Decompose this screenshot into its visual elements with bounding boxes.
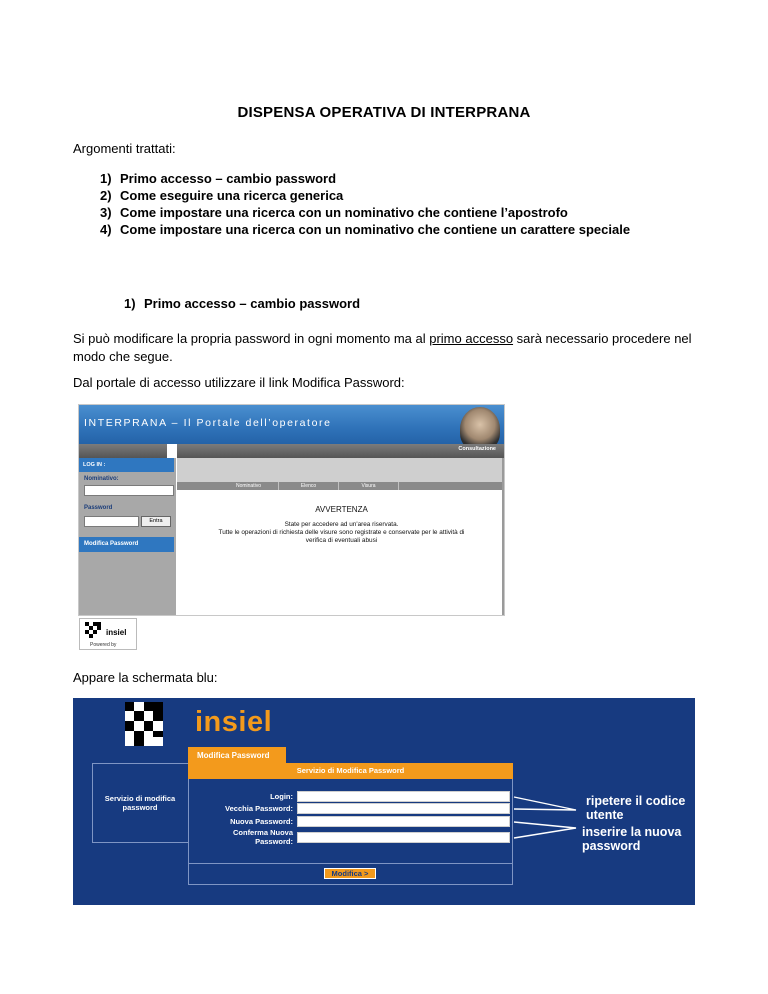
- warning-line: Tutte le operazioni di richiesta delle visure sono registrate e conservate per le attività di: [218, 529, 465, 536]
- menu-item-elenco[interactable]: Elenco: [279, 482, 339, 490]
- insiel-screenshot: [73, 698, 695, 905]
- nominativo-label: Nominativo:: [84, 476, 119, 482]
- warning-title: AVVERTENZA: [315, 505, 368, 514]
- document-title: DISPENSA OPERATIVA DI INTERPRANA: [237, 104, 531, 121]
- list-item: 4) Come impostare una ricerca con un nominativo che contiene un carattere speciale: [100, 222, 631, 237]
- password-input[interactable]: [84, 516, 139, 527]
- new-password-label: Nuova Password:: [230, 817, 293, 826]
- brand-name: insiel: [195, 706, 273, 738]
- entra-button[interactable]: Entra: [141, 516, 171, 527]
- note-new-password: inserire la nuova password: [582, 825, 682, 853]
- paragraph-blue-screen: Appare la schermata blu:: [73, 670, 218, 685]
- panel-header: Servizio di Modifica Password: [188, 763, 513, 779]
- list-item: 2) Come eseguire una ricerca generica: [100, 188, 344, 203]
- warning-line: State per accedere ad un'area riservata.: [284, 521, 399, 528]
- list-item: 1) Primo accesso – cambio password: [100, 171, 337, 186]
- login-label: Login:: [270, 792, 293, 801]
- tab-modifica-password[interactable]: Modifica Password: [188, 747, 286, 763]
- topics-label: Argomenti trattati:: [73, 141, 176, 156]
- logo-word: insiel: [106, 628, 127, 637]
- portal-menu: [219, 482, 399, 490]
- portal-tabbar: [79, 444, 505, 458]
- modifica-button[interactable]: Modifica >: [324, 868, 376, 879]
- paragraph-portal: Dal portale di accesso utilizzare il link Modifica Password:: [73, 375, 405, 390]
- paragraph-intro: Si può modificare la propria password in ogni momento ma al primo accesso sarà necessario procedere nel modo che segue.: [73, 331, 692, 364]
- tab-consultazione[interactable]: Consultazione: [458, 446, 496, 452]
- topics-list: [100, 170, 630, 238]
- warning-line: verifica di eventuali abusi: [305, 537, 378, 544]
- powered-by: Powered by: [90, 642, 117, 648]
- list-item: 3) Come impostare una ricerca con un nominativo che contiene l’apostrofo: [100, 205, 568, 220]
- portal-title: INTERPRANA – Il Portale dell’operatore: [84, 417, 332, 429]
- modifica-password-link[interactable]: Modifica Password: [79, 537, 174, 552]
- menu-item-visura[interactable]: Visura: [339, 482, 399, 490]
- old-password-label: Vecchia Password:: [225, 804, 293, 813]
- note-repeat-user: ripetere il codice utente: [586, 794, 686, 822]
- section-heading: 1) Primo accesso – cambio password: [124, 296, 361, 311]
- nominativo-input[interactable]: [84, 485, 174, 496]
- menu-item-nominativo[interactable]: Nominativo: [219, 482, 279, 490]
- portal-screenshot: [78, 404, 505, 616]
- insiel-mark-icon: [85, 622, 101, 638]
- arrow-new-password: [514, 822, 576, 838]
- arrow-login: [514, 797, 576, 810]
- password-label: Password: [84, 505, 113, 511]
- login-header: LOG IN :: [79, 458, 174, 472]
- service-description: Servizio di modifica password: [104, 794, 176, 812]
- confirm-password-label: Conferma Nuova Password:: [232, 828, 293, 846]
- insiel-logo: [79, 618, 137, 650]
